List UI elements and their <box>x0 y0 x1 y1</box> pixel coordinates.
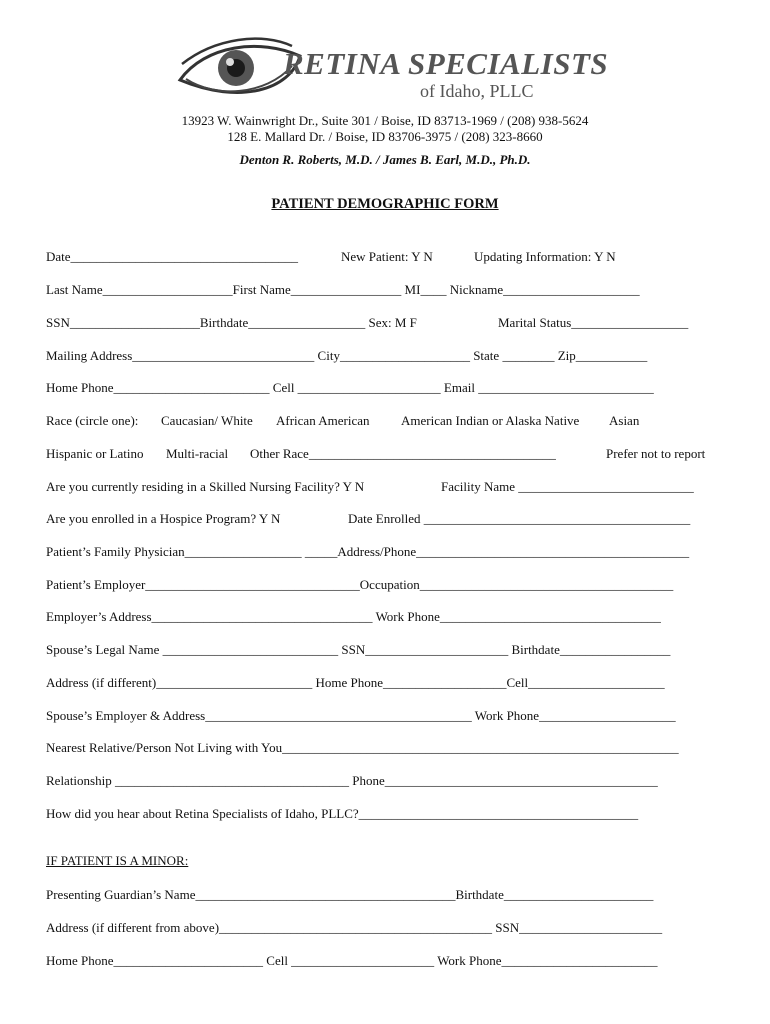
row-race <box>46 412 730 430</box>
date-enrolled-field[interactable]: Date Enrolled _________________________________________ <box>348 511 691 526</box>
form-title: PATIENT DEMOGRAPHIC FORM <box>271 196 499 212</box>
ssn-birthdate-sex-field[interactable]: SSN____________________Birthdate__________________ Sex: M F <box>46 315 417 330</box>
row-relationship <box>46 772 730 790</box>
employer-occupation-field[interactable]: Patient’s Employer_________________________________Occupation_______________________________________ <box>46 577 674 592</box>
logo-text-main: RETINA SPECIALISTS <box>283 46 609 81</box>
row-nursing <box>46 478 730 496</box>
address-line-1: 13923 W. Wainwright Dr., Suite 301 / Boise, ID 83713-1969 / (208) 938-5624 <box>181 113 589 128</box>
mailing-address-field[interactable]: Mailing Address____________________________ City____________________ State ________ Zip___________ <box>46 348 648 363</box>
race-label: Race (circle one): <box>46 413 139 428</box>
spouse-employer-field[interactable]: Spouse’s Employer & Address_________________________________________ Work Phone_____________________ <box>46 708 676 723</box>
date-field[interactable]: Date___________________________________ <box>46 249 299 264</box>
row-employer-address <box>46 608 730 626</box>
row-relative <box>46 739 730 757</box>
guardian-address-field[interactable]: Address (if different from above)__________________________________________ SSN______________________ <box>46 920 663 935</box>
updating-info-field[interactable]: Updating Information: Y N <box>474 249 616 264</box>
row-spouse-address <box>46 674 730 692</box>
logo-text-sub: of Idaho, PLLC <box>420 81 534 101</box>
row-phone <box>46 379 730 397</box>
guardian-phone-field[interactable]: Home Phone_______________________ Cell ______________________ Work Phone________________________ <box>46 953 658 968</box>
row-spouse <box>46 641 730 659</box>
row-date <box>46 248 730 266</box>
row-physician <box>46 543 730 561</box>
referral-source-field[interactable]: How did you hear about Retina Specialists of Idaho, PLLC?___________________________________________ <box>46 806 639 821</box>
doctors-line: Denton R. Roberts, M.D. / James B. Earl, M.D., Ph.D. <box>239 152 531 167</box>
spouse-name-field[interactable]: Spouse’s Legal Name ___________________________ SSN______________________ Birthdate_________________ <box>46 642 671 657</box>
race-option-african-american[interactable]: African American <box>276 413 370 428</box>
spouse-address-field[interactable]: Address (if different)________________________ Home Phone___________________Cell_____________________ <box>46 675 665 690</box>
guardian-name-field[interactable]: Presenting Guardian’s Name________________________________________Birthdate_______________________ <box>46 887 654 902</box>
row-guardian-address <box>46 919 730 937</box>
address-line-2: 128 E. Mallard Dr. / Boise, ID 83706-3975 / (208) 323-8660 <box>227 129 543 144</box>
race-option-asian[interactable]: Asian <box>609 413 640 428</box>
phone-email-field[interactable]: Home Phone________________________ Cell ______________________ Email ___________________________ <box>46 380 654 395</box>
name-fields[interactable]: Last Name____________________First Name_________________ MI____ Nickname_____________________ <box>46 282 640 297</box>
relationship-phone-field[interactable]: Relationship ____________________________________ Phone__________________________________________ <box>46 773 658 788</box>
race-option-caucasian[interactable]: Caucasian/ White <box>161 413 253 428</box>
row-guardian <box>46 886 730 904</box>
row-hospice <box>46 510 730 528</box>
marital-status-field[interactable]: Marital Status__________________ <box>498 315 689 330</box>
race-option-multiracial[interactable]: Multi-racial <box>166 446 229 461</box>
row-spouse-employer <box>46 707 730 725</box>
race-option-other[interactable]: Other Race______________________________________ <box>250 446 556 461</box>
race-option-hispanic[interactable]: Hispanic or Latino <box>46 446 144 461</box>
eye-icon <box>180 39 300 93</box>
nearest-relative-field[interactable]: Nearest Relative/Person Not Living with You_____________________________________________________________ <box>46 740 679 755</box>
nursing-facility-question[interactable]: Are you currently residing in a Skilled Nursing Facility? Y N <box>46 479 365 494</box>
race-option-american-indian[interactable]: American Indian or Alaska Native <box>401 413 580 428</box>
row-guardian-phone <box>46 952 730 970</box>
employer-address-field[interactable]: Employer’s Address__________________________________ Work Phone__________________________________ <box>46 609 661 624</box>
facility-name-field[interactable]: Facility Name ___________________________ <box>441 479 694 494</box>
new-patient-field[interactable]: New Patient: Y N <box>341 249 433 264</box>
row-ssn <box>46 314 730 332</box>
row-name <box>46 281 730 299</box>
row-employer <box>46 576 730 594</box>
retina-specialists-logo <box>0 0 770 110</box>
race-option-prefer-not[interactable]: Prefer not to report <box>606 446 706 461</box>
minor-section-title: IF PATIENT IS A MINOR: <box>46 853 189 868</box>
row-mailing <box>46 347 730 365</box>
row-race-2 <box>46 445 730 463</box>
family-physician-field[interactable]: Patient’s Family Physician__________________ _____Address/Phone__________________________________________ <box>46 544 690 559</box>
hospice-question[interactable]: Are you enrolled in a Hospice Program? Y N <box>46 511 281 526</box>
row-referral <box>46 805 730 823</box>
